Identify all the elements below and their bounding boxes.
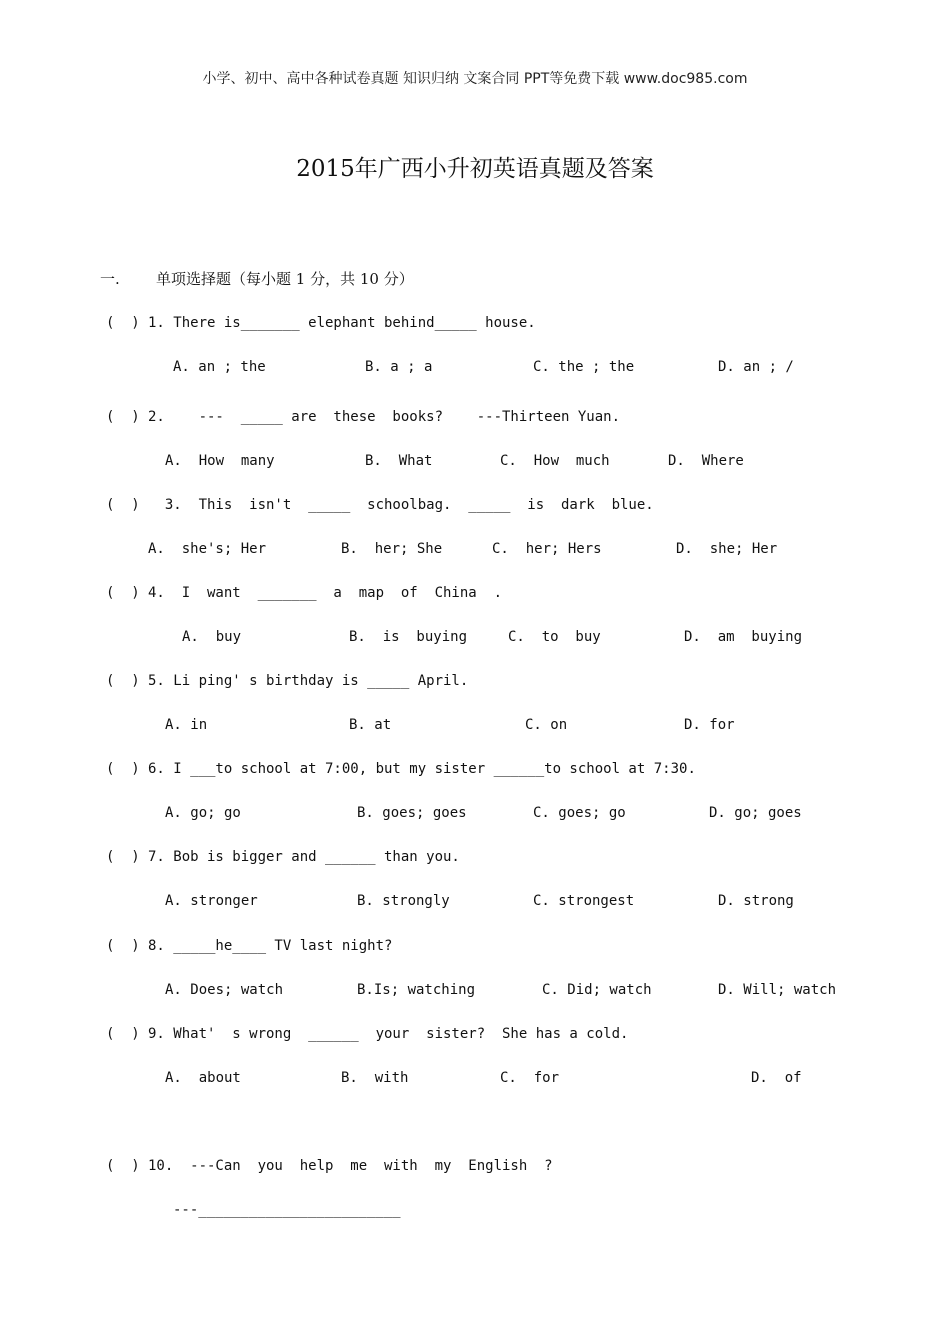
question-9-option-d: D. of: [751, 1070, 802, 1086]
answer-parenthesis: ( ): [106, 409, 140, 425]
document-title: 2015年广西小升初英语真题及答案: [296, 156, 654, 182]
question-1-option-b: B. a ; a: [365, 359, 433, 375]
question-1-option-d: D. an ; /: [718, 359, 794, 375]
question-1-option-c: C. the ; the: [533, 359, 635, 375]
question-5-option-c: C. on: [525, 717, 568, 733]
question-3-option-d: D. she; Her: [676, 541, 778, 557]
question-8-option-b: B.Is; watching: [357, 982, 476, 998]
question-2-option-d: D. Where: [668, 453, 744, 469]
question-4-stem: 4. I want _______ a map of China .: [148, 585, 503, 601]
question-6-option-c: C. goes; go: [533, 805, 626, 821]
question-9-option-a: A. about: [165, 1070, 241, 1086]
answer-parenthesis: ( ): [106, 761, 140, 777]
question-4-option-c: C. to buy: [508, 629, 601, 645]
question-8-option-d: D. Will; watch: [718, 982, 837, 998]
question-8-option-a: A. Does; watch: [165, 982, 284, 998]
question-7-option-b: B. strongly: [357, 893, 450, 909]
question-2-option-b: B. What: [365, 453, 433, 469]
question-7-option-a: A. stronger: [165, 893, 258, 909]
question-6-stem: 6. I ___to school at 7:00, but my sister ______to school at 7:30.: [148, 761, 696, 777]
section-number: 一.: [100, 270, 120, 288]
question-9-option-b: B. with: [341, 1070, 409, 1086]
section-heading: [100, 268, 414, 289]
answer-parenthesis: ( ): [106, 315, 140, 331]
page-header: 小学、初中、高中各种试卷真题 知识归纳 文案合同 PPT等免费下载 www.doc985.com: [202, 71, 748, 87]
question-3-option-c: C. her; Hers: [492, 541, 602, 557]
question-7-stem: 7. Bob is bigger and ______ than you.: [148, 849, 460, 865]
question-1-stem: 1. There is_______ elephant behind_____ house.: [148, 315, 536, 331]
question-7-option-c: C. strongest: [533, 893, 635, 909]
question-5-option-b: B. at: [349, 717, 392, 733]
question-3-option-a: A. she's; Her: [148, 541, 267, 557]
answer-parenthesis: ( ): [106, 1158, 140, 1174]
question-5-option-d: D. for: [684, 717, 735, 733]
question-4-option-b: B. is buying: [349, 629, 468, 645]
question-5-stem: 5. Li ping' s birthday is _____ April.: [148, 673, 469, 689]
question-6-option-a: A. go; go: [165, 805, 241, 821]
section-heading-text: 单项选择题（每小题 1 分，共 10 分）: [156, 270, 414, 288]
question-1-option-a: A. an ; the: [173, 359, 266, 375]
question-3-option-b: B. her; She: [341, 541, 443, 557]
question-5-option-a: A. in: [165, 717, 208, 733]
question-3-stem: 3. This isn't _____ schoolbag. _____ is dark blue.: [148, 497, 654, 513]
question-10-answer-line: ---________________________: [173, 1202, 401, 1218]
question-8-stem: 8. _____he____ TV last night?: [148, 938, 393, 954]
answer-parenthesis: ( ): [106, 849, 140, 865]
answer-parenthesis: ( ): [106, 938, 140, 954]
question-4-option-d: D. am buying: [684, 629, 803, 645]
question-2-option-a: A. How many: [165, 453, 275, 469]
answer-parenthesis: ( ): [106, 673, 140, 689]
question-9-option-c: C. for: [500, 1070, 560, 1086]
question-9-stem: 9. What' s wrong ______ your sister? She has a cold.: [148, 1026, 629, 1042]
answer-parenthesis: ( ): [106, 497, 140, 513]
question-7-option-d: D. strong: [718, 893, 794, 909]
answer-parenthesis: ( ): [106, 585, 140, 601]
question-4-option-a: A. buy: [182, 629, 242, 645]
question-6-option-b: B. goes; goes: [357, 805, 467, 821]
question-2-stem: 2. --- _____ are these books? ---Thirteen Yuan.: [148, 409, 621, 425]
question-2-option-c: C. How much: [500, 453, 610, 469]
question-6-option-d: D. go; goes: [709, 805, 802, 821]
question-10-stem: 10. ---Can you help me with my English ?: [148, 1158, 553, 1174]
answer-parenthesis: ( ): [106, 1026, 140, 1042]
question-8-option-c: C. Did; watch: [542, 982, 652, 998]
